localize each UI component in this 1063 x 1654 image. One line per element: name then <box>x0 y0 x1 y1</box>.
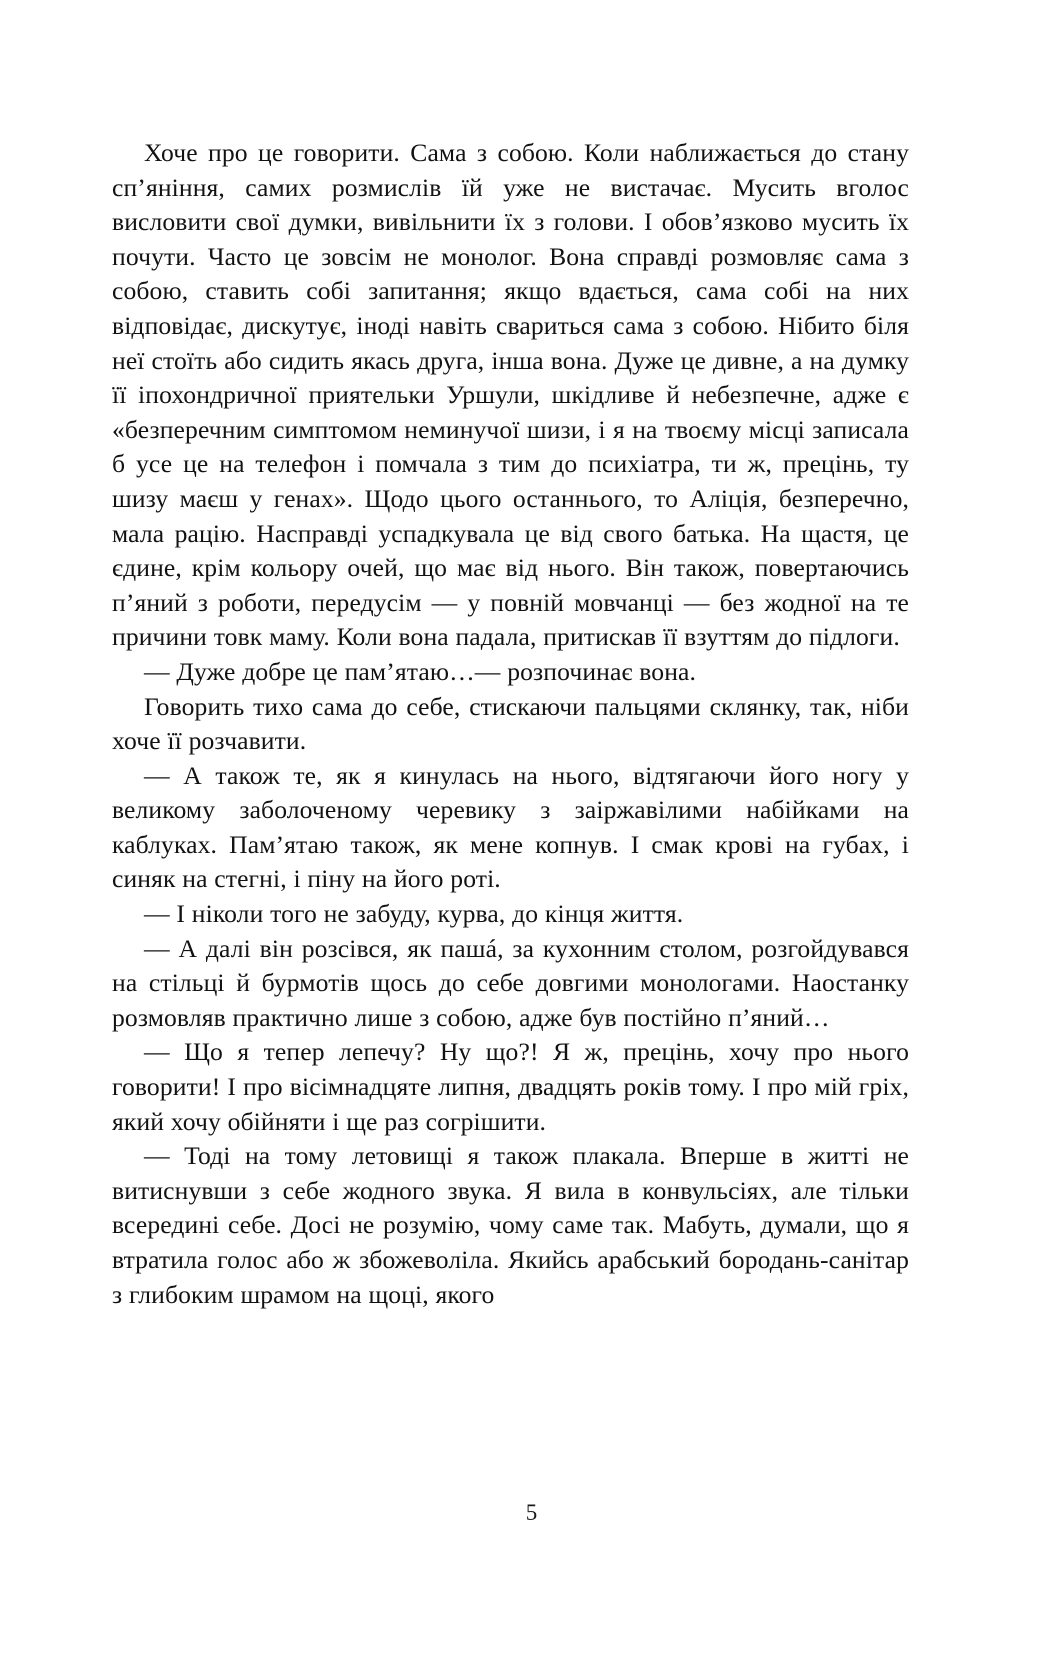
paragraph: Говорить тихо сама до себе, стискаючи пальцями склянку, так, ніби хоче її розчавити. <box>112 691 909 756</box>
paragraph: — А також те, як я кинулась на нього, відтягаючи його ногу у великому заболоченому черевику з заіржавілими набійками на каблуках. Пам’ятаю також, як мене копнув. І смак крові на губах, і синяк на стегні, і піну на його роті. <box>112 760 909 894</box>
paragraph: — Що я тепер лепечу? Ну що?! Я ж, прецінь, хочу про нього говорити! І про вісімнадцяте липня, двадцять років тому. І про мій гріх, який хочу обійняти і ще раз согрішити. <box>112 1037 909 1136</box>
paragraph: Хоче про це говорити. Сама з собою. Коли наближається до стану сп’яніння, самих розмислів їй уже не вистачає. Мусить вголос висловити свої думки, вивільнити їх з голови. І обов’язково мусить їх почути. Часто це зовсім не монолог. Вона справді розмовляє сама з собою, ставить собі запитання; якщо вдається, сама собі на них відповідає, дискутує, іноді навіть свариться сама з собою. Нібито біля неї стоїть або сидить якась друга, інша вона. Дуже це дивне, а на думку її іпохондричної приятельки Уршули, шкідливе й небезпечне, адже є «безперечним симптомом неминучої шизи, і я на твоєму місці записала б усе це на телефон і помчала з тим до психіатра, ти ж, прецінь, ту шизу маєш у генах». Щодо цього останнього, то Аліція, безперечно, мала рацію. Насправді успадкувала це від свого батька. На щастя, це єдине, крім кольору очей, що має від нього. Він також, повертаючись п’яний з роботи, передусім — у повній мовчанці — без жодної на те причини товк маму. Коли вона падала, притискав її взуттям до підлоги. <box>112 138 909 652</box>
page-number: 5 <box>525 1500 538 1525</box>
page-text-block <box>112 136 909 1312</box>
paragraph: — А далі він розсівся, як пашá, за кухонним столом, розгойдувався на стільці й бурмотів щось до себе довгими монологами. Наостанку розмовляв практично лише з собою, адже був постійно п’яний… <box>112 933 909 1032</box>
paragraph: — І ніколи того не забуду, курва, до кінця життя. <box>144 899 684 929</box>
paragraph: — Дуже добре це пам’ятаю…— розпочинає вона. <box>144 656 697 686</box>
paragraph: — Тоді на тому летовищі я також плакала. Вперше в житті не витиснувши з себе жодного звука. Я вила в конвульсіях, але тільки всередині себе. Досі не розумію, чому саме так. Мабуть, думали, що я втратила голос або ж збожеволіла. Якийсь арабський бородань-санітар з глибоким шрамом на щоці, якого <box>112 1141 909 1309</box>
